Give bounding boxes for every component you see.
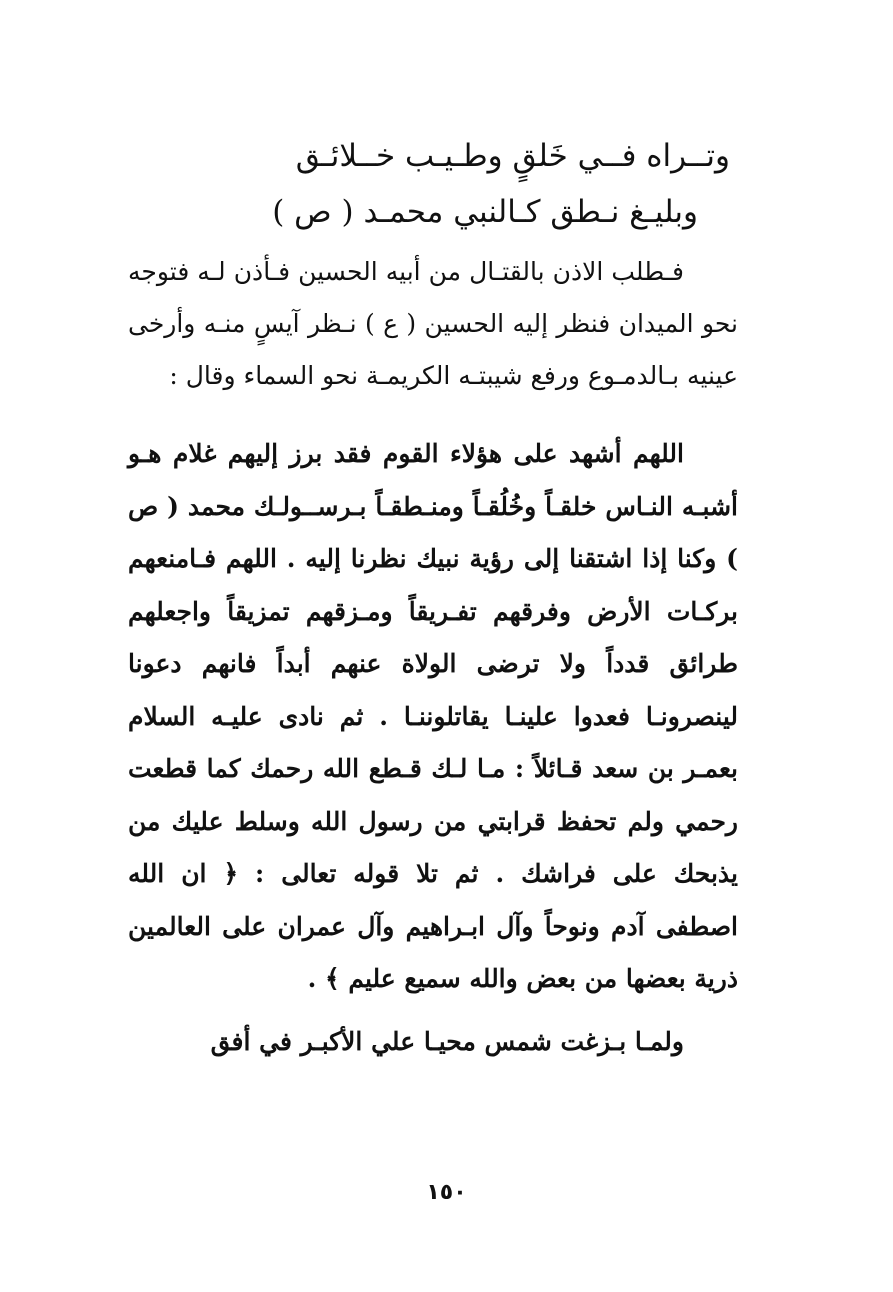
closing-paragraph: ولمـا بـزغت شمس محيـا علي الأكبـر في أفق: [210, 1026, 684, 1056]
intro-paragraph: فـطلب الاذن بالقتـال من أبيه الحسين فـأذن لـه فتوجه نحو الميدان فنظر إليه الحسين ( ع ) نـظر آيسٍ منـه وأرخى عينيه بـالدمـوع ورفع شيبتـه الكريمـة نحو السماء وقال :: [128, 257, 738, 390]
verse-line-1: وتــراه فــي خَلقٍ وطـيـب خــلائـق: [295, 138, 730, 174]
prayer-paragraph: اللهم أشهد على هؤلاء القوم فقد برز إليهم غلام هـو أشبـه النـاس خلقـاً وخُلُقـاً ومنـطقـاً بـرســولـك محمد ( ص ) وكنا إذا اشتقنا إلى رؤية نبيك نظرنا إليه . اللهم فـامنعهم بركـات الأرض وفرقهم تفـريقاً ومـزقهم تمزيقاً واجعلهم طرائق قدداً ولا ترضى الولاة عنهم أبداً فانهم دعونا لينصرونـا فعدوا علينـا يقاتلوننـا . ثم نادى عليـه السلام بعمـر بن سعد قـائلاً : مـا لـك قـطع الله رحمك كما قطعت رحمي ولم تحفظ قرابتي من رسول الله وسلط عليك من يذبحك على فراشك . ثم تلا قوله تعالى : ﴿ ان الله اصطفى آدم ونوحاً وآل ابـراهيم وآل عمران على العالمين ذرية بعضها من بعض والله سميع عليم ﴾ .: [128, 439, 738, 993]
verse-line-2: وبليـغ نـطق كـالنبي محمـد ( ص ): [272, 194, 698, 230]
page-body: [128, 128, 738, 1168]
page-number: ١٥٠: [426, 1180, 467, 1205]
